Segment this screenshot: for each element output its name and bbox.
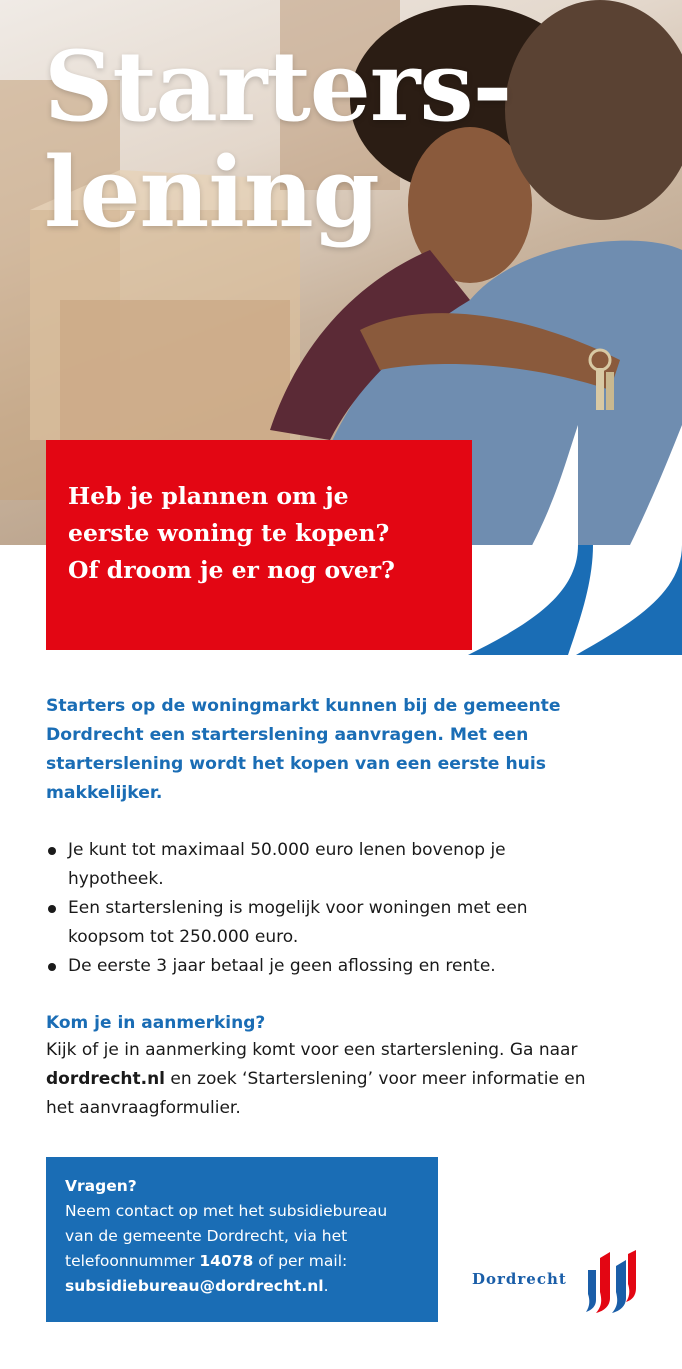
phone-number[interactable]: 14078 xyxy=(199,1252,254,1270)
contact-line-2: van de gemeente Dordrecht, via het xyxy=(65,1227,348,1245)
title-line-2: lening xyxy=(44,136,379,249)
benefits-list xyxy=(46,836,646,981)
eligibility-paragraph xyxy=(46,1036,646,1123)
headline-line-3: Of droom je er nog over? xyxy=(68,556,395,584)
bullet-1-line-2: hypotheek. xyxy=(68,869,164,889)
contact-line-3 xyxy=(65,1249,438,1274)
list-item xyxy=(46,894,646,952)
contact-line-3-post: of per mail: xyxy=(253,1252,348,1270)
contact-heading: Vragen? xyxy=(65,1177,137,1195)
eligibility-line-2-rest: en zoek ‘Starterslening’ voor meer informatie en xyxy=(165,1069,586,1089)
email-suffix: . xyxy=(323,1277,329,1295)
bullet-icon xyxy=(48,847,56,855)
dordrecht-logo xyxy=(470,1248,640,1314)
intro-line-2: Dordrecht een starterslening aanvragen. Met een xyxy=(46,725,529,745)
bullet-3-line-1: De eerste 3 jaar betaal je geen aflossing en rente. xyxy=(68,956,496,976)
bullet-2-line-1: Een starterslening is mogelijk voor woningen met een xyxy=(68,898,528,918)
title-line-1: Starters- xyxy=(44,30,512,143)
dordrecht-logo-icon xyxy=(582,1248,638,1314)
intro-line-1: Starters op de woningmarkt kunnen bij de gemeente xyxy=(46,696,561,716)
intro-line-3: starterslening wordt het kopen van een eerste huis xyxy=(46,754,547,774)
email-link[interactable]: subsidiebureau@dordrecht.nl xyxy=(65,1277,324,1295)
list-item xyxy=(46,836,646,894)
eligibility-line-2 xyxy=(46,1065,646,1094)
website-link[interactable]: dordrecht.nl xyxy=(46,1069,166,1089)
bullet-2-line-2: koopsom tot 250.000 euro. xyxy=(68,927,299,947)
eligibility-line-3: het aanvraagformulier. xyxy=(46,1098,241,1118)
bullet-1-line-1: Je kunt tot maximaal 50.000 euro lenen bovenop je xyxy=(68,840,506,860)
headline-box xyxy=(46,440,472,650)
contact-box xyxy=(46,1157,438,1322)
contact-line-1: Neem contact op met het subsidiebureau xyxy=(65,1202,388,1220)
contact-line-4 xyxy=(65,1274,438,1299)
headline-line-1: Heb je plannen om je xyxy=(68,482,349,510)
eligibility-line-1: Kijk of je in aanmerking komt voor een starterslening. Ga naar xyxy=(46,1040,578,1060)
intro-paragraph xyxy=(46,692,646,808)
contact-line-3-pre: telefoonnummer xyxy=(65,1252,200,1270)
bullet-icon xyxy=(48,963,56,971)
eligibility-heading: Kom je in aanmerking? xyxy=(46,1013,266,1033)
headline-line-2: eerste woning te kopen? xyxy=(68,519,390,547)
list-item xyxy=(46,952,646,981)
logo-wordmark: Dordrecht xyxy=(472,1270,567,1288)
bullet-icon xyxy=(48,905,56,913)
dordrecht-wave-decoration xyxy=(468,425,682,655)
page-title xyxy=(44,30,512,249)
intro-line-4: makkelijker. xyxy=(46,783,163,803)
